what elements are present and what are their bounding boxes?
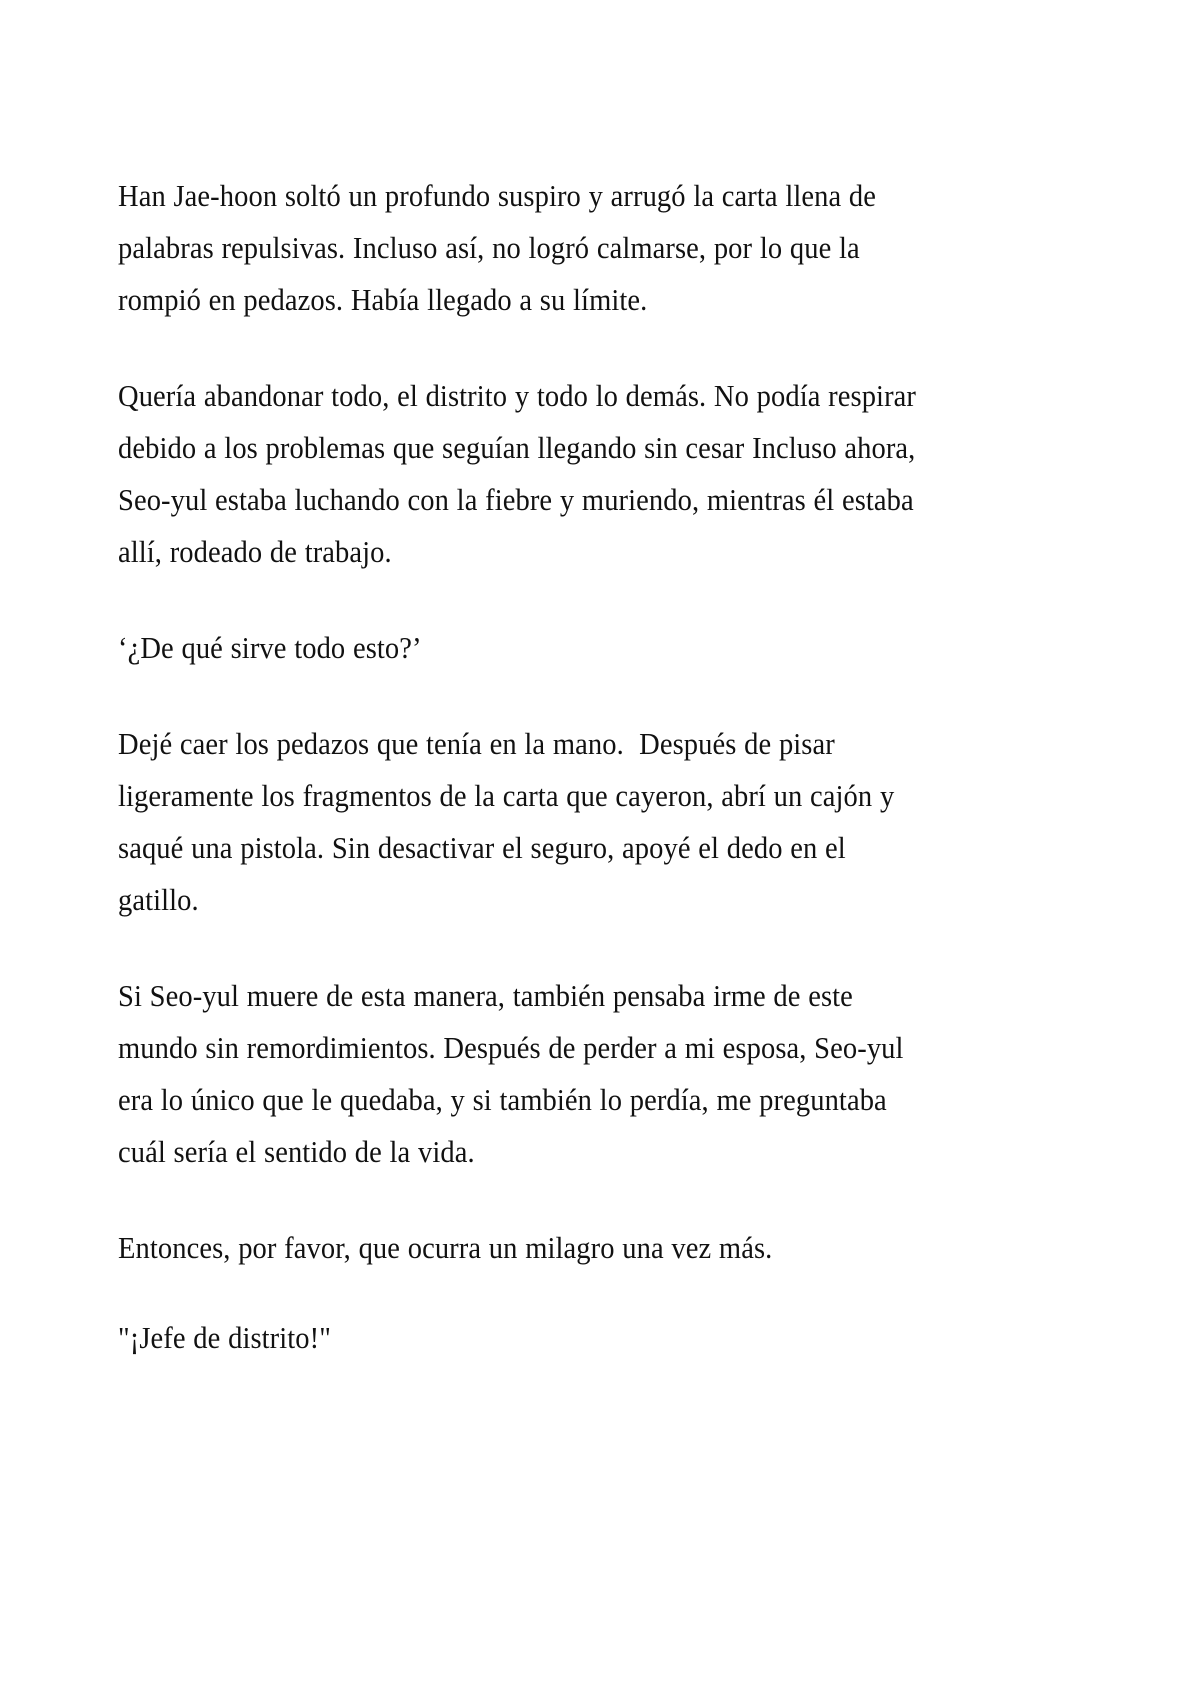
paragraph-7-dialogue: "¡Jefe de distrito!" (118, 1321, 331, 1355)
document-body (118, 170, 978, 1364)
paragraph-3-inner-thought: ‘¿De qué sirve todo esto?’ (118, 631, 422, 665)
paragraph-2: Quería abandonar todo, el distrito y todo lo demás. No podía respirar debido a los problemas que seguían llegando sin cesar Incluso ahora, Seo-yul estaba luchando con la fiebre y muriendo, mientras él estaba allí, rodeado de trabajo. (118, 379, 924, 569)
paragraph-6: Entonces, por favor, que ocurra un milagro una vez más. (118, 1231, 773, 1265)
paragraph-1: Han Jae-hoon soltó un profundo suspiro y arrugó la carta llena de palabras repulsivas. Incluso así, no logró calmarse, por lo que la rompió en pedazos. Había llegado a su límite. (118, 179, 884, 317)
paragraph-5: Si Seo-yul muere de esta manera, también pensaba irme de este mundo sin remordimientos. Después de perder a mi esposa, Seo-yul era lo único que le quedaba, y si también lo perdía, me preguntaba cuál sería el sentido de la vida. (118, 979, 912, 1169)
paragraph-4: Dejé caer los pedazos que tenía en la mano. Después de pisar ligeramente los fragmentos de la carta que cayeron, abrí un cajón y saqué una pistola. Sin desactivar el seguro, apoyé el dedo en el gatillo. (118, 727, 902, 917)
